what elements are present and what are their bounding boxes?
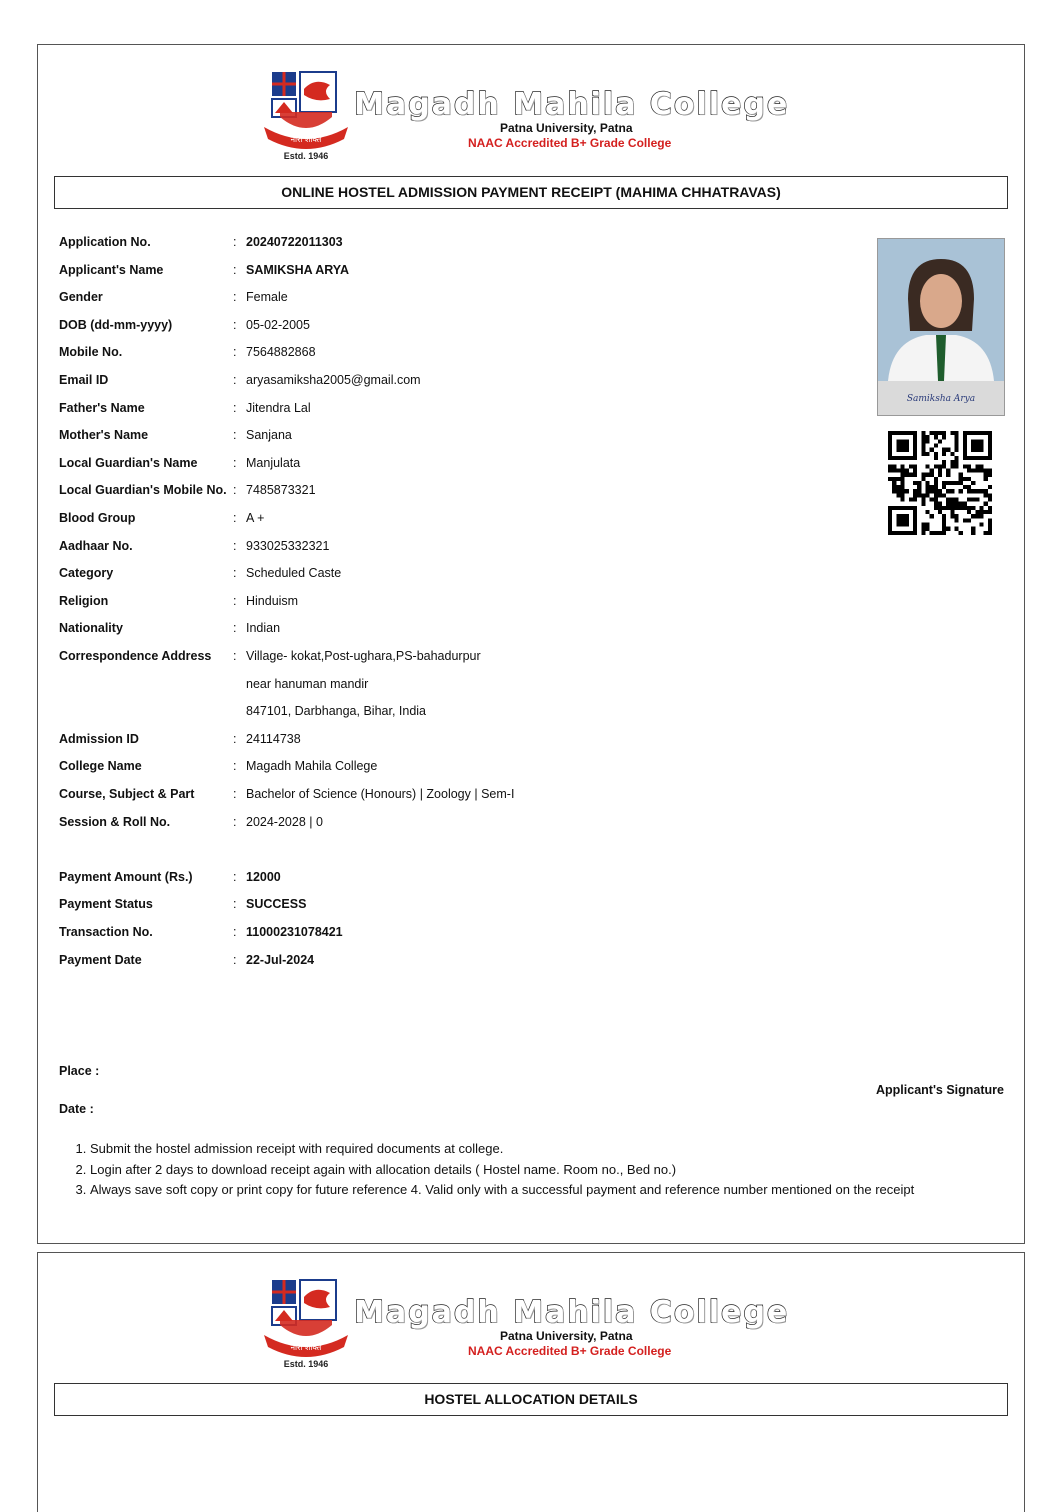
field-label: Admission ID — [59, 731, 139, 746]
field-colon: : — [233, 621, 237, 636]
field-value: Sanjana — [246, 428, 292, 443]
field-label: Application No. — [59, 235, 151, 249]
applicant-photo — [877, 238, 1005, 416]
allocation-page — [37, 1252, 1025, 1512]
svg-text:नारी शक्ति: नारी शक्ति — [290, 135, 322, 144]
field-value: Jitendra Lal — [246, 400, 311, 415]
svg-text:Estd. 1946: Estd. 1946 — [283, 1359, 329, 1369]
university-name: Patna University, Patna — [500, 121, 633, 135]
field-value: Bachelor of Science (Honours) | Zoology | Sem-I — [246, 787, 515, 801]
field-colon: : — [233, 483, 237, 498]
field-label: Aadhaar No. — [59, 538, 133, 553]
college-name: Magadh Mahila College — [354, 1295, 790, 1330]
field-colon: : — [233, 759, 237, 774]
field-label: Nationality — [59, 621, 123, 636]
field-label: Mobile No. — [59, 345, 123, 360]
naac-accreditation: NAAC Accredited B+ Grade College — [468, 1344, 672, 1358]
svg-text:Estd. 1946: Estd. 1946 — [283, 151, 329, 161]
field-value: 933025332321 — [246, 538, 330, 553]
field-colon: : — [233, 869, 237, 884]
photo-signature: Samiksha Arya — [906, 394, 976, 404]
field-colon: : — [233, 290, 237, 305]
field-value: Indian — [246, 621, 281, 636]
field-colon: : — [233, 235, 237, 249]
field-label: Session & Roll No. — [59, 814, 171, 829]
field-value: SUCCESS — [246, 897, 307, 912]
field-value: 2024-2028 | 0 — [246, 814, 323, 829]
field-colon: : — [233, 511, 237, 525]
instruction-item: 2. Login after 2 days to download receipt again with allocation details ( Hostel name. Room no., Bed no.) — [90, 1160, 1030, 1181]
field-colon: : — [233, 373, 237, 387]
college-logo — [260, 1277, 352, 1369]
field-colon: : — [233, 814, 237, 829]
field-value: 7564882868 — [246, 345, 316, 360]
field-label: Payment Date — [59, 952, 142, 967]
field-colon: : — [233, 897, 237, 912]
field-label: Blood Group — [59, 511, 136, 525]
field-colon: : — [233, 538, 237, 553]
field-label: Father's Name — [59, 400, 145, 415]
field-value: Hinduism — [246, 593, 299, 608]
college-logo — [260, 69, 352, 161]
date-label: Date : — [59, 1102, 94, 1116]
field-label: Transaction No. — [59, 925, 153, 939]
field-label: Local Guardian's Mobile No. — [59, 483, 227, 498]
field-value: 05-02-2005 — [246, 317, 310, 332]
field-value: near hanuman mandir — [246, 676, 369, 691]
field-colon: : — [233, 593, 237, 608]
field-label: Payment Amount (Rs.) — [59, 869, 193, 884]
qr-code — [887, 431, 993, 535]
field-label: College Name — [59, 759, 142, 774]
receipt-page — [37, 44, 1025, 1244]
field-label: DOB (dd-mm-yyyy) — [59, 317, 173, 332]
field-colon: : — [233, 455, 237, 470]
college-header — [38, 1275, 1024, 1371]
field-colon: : — [233, 345, 237, 360]
instruction-item: 3. Always save soft copy or print copy for future reference 4. Valid only with a successful payment and reference number mentioned on the receipt — [90, 1180, 1030, 1201]
field-value: 11000231078421 — [246, 925, 343, 939]
field-colon: : — [233, 400, 237, 415]
field-label: Email ID — [59, 373, 109, 387]
field-value: 7485873321 — [246, 483, 316, 498]
field-colon: : — [233, 262, 237, 277]
field-colon: : — [233, 787, 237, 801]
instruction-item: 1. Submit the hostel admission receipt with required documents at college. — [90, 1139, 1030, 1160]
field-colon: : — [233, 731, 237, 746]
field-label: Payment Status — [59, 897, 153, 912]
field-label: Category — [59, 566, 114, 581]
field-value: SAMIKSHA ARYA — [246, 262, 350, 277]
field-label: Course, Subject & Part — [59, 787, 195, 801]
college-header — [38, 67, 1024, 163]
instructions-list — [58, 1139, 1030, 1201]
applicant-signature-label: Applicant's Signature — [876, 1083, 1004, 1097]
naac-accreditation: NAAC Accredited B+ Grade College — [468, 136, 672, 150]
field-value: Village- kokat,Post-ughara,PS-bahadurpur — [246, 649, 481, 663]
field-colon: : — [233, 317, 237, 332]
svg-text:नारी शक्ति: नारी शक्ति — [290, 1343, 322, 1352]
field-label: Mother's Name — [59, 428, 149, 443]
place-label: Place : — [59, 1064, 100, 1078]
field-value: 12000 — [246, 869, 281, 884]
field-value: Manjulata — [246, 455, 301, 470]
field-value: A + — [246, 511, 265, 525]
field-label: Gender — [59, 290, 103, 305]
field-colon: : — [233, 566, 237, 581]
field-colon: : — [233, 428, 237, 443]
receipt-title: ONLINE HOSTEL ADMISSION PAYMENT RECEIPT (MAHIMA CHHATRAVAS) — [54, 176, 1008, 209]
field-value: 22-Jul-2024 — [246, 952, 315, 967]
field-label: Applicant's Name — [59, 262, 164, 277]
field-value: 24114738 — [246, 731, 301, 746]
college-name: Magadh Mahila College — [354, 87, 790, 122]
field-colon: : — [233, 925, 237, 939]
field-value: 20240722011303 — [246, 235, 343, 249]
university-name: Patna University, Patna — [500, 1329, 633, 1343]
field-value: Scheduled Caste — [246, 566, 342, 581]
field-colon: : — [233, 952, 237, 967]
field-label: Correspondence Address — [59, 649, 212, 663]
field-colon: : — [233, 649, 237, 663]
field-label: Local Guardian's Name — [59, 455, 198, 470]
field-value: Magadh Mahila College — [246, 759, 378, 774]
field-value: 847101, Darbhanga, Bihar, India — [246, 704, 426, 719]
field-value: Female — [246, 290, 288, 305]
field-value: aryasamiksha2005@gmail.com — [246, 373, 421, 387]
allocation-title: HOSTEL ALLOCATION DETAILS — [54, 1383, 1008, 1416]
field-label: Religion — [59, 593, 109, 608]
